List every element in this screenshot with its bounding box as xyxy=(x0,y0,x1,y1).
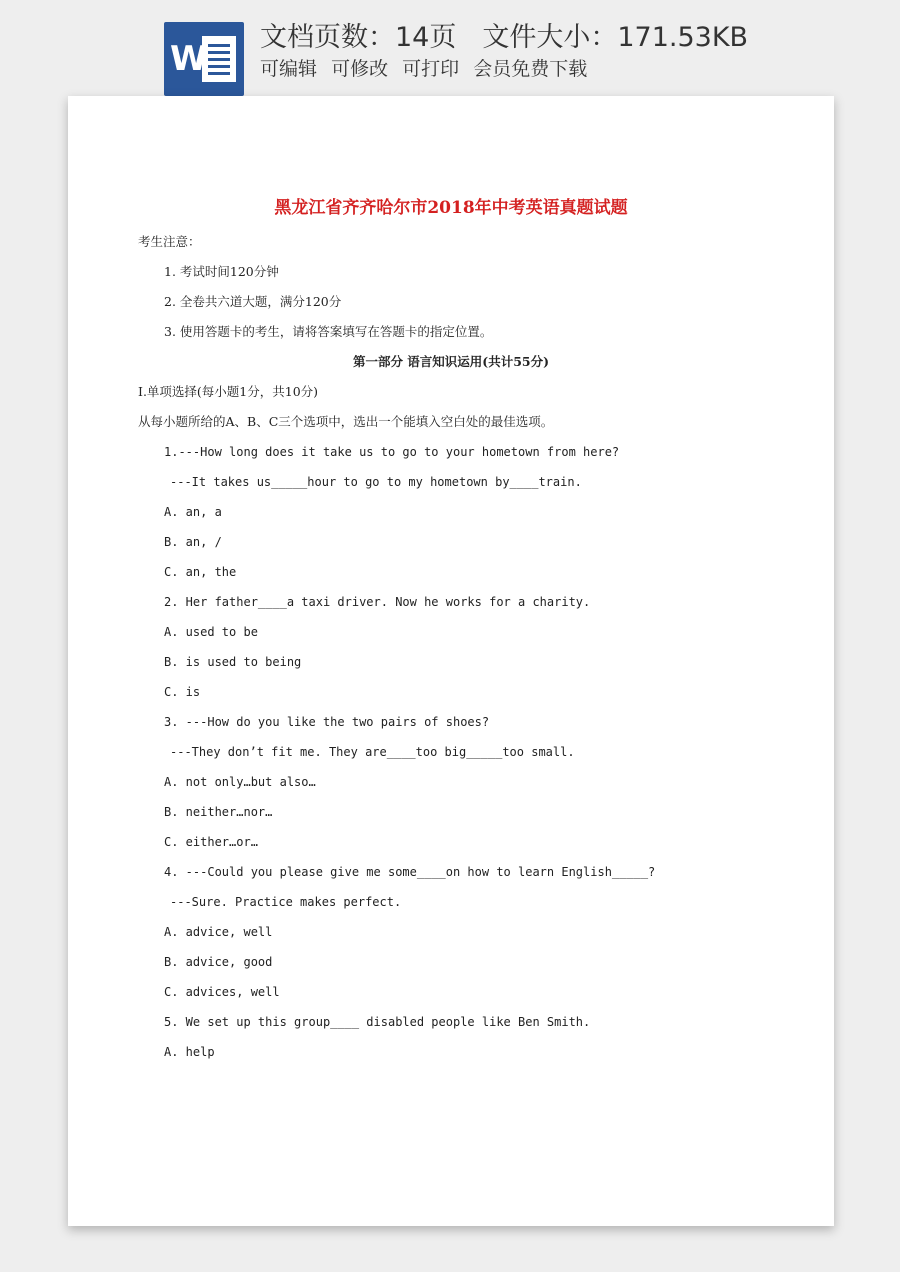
file-size: 文件大小：171.53KB xyxy=(482,22,749,53)
question-line: B. neither…nor… xyxy=(164,805,273,819)
word-doc-icon xyxy=(164,22,244,96)
question-line: A. used to be xyxy=(164,625,258,639)
question-line: 1.---How long does it take us to go to your hometown from here? xyxy=(164,445,620,459)
question-line: B. advice, good xyxy=(164,955,273,969)
question-line: A. help xyxy=(164,1045,215,1059)
question-line: A. not only…but also… xyxy=(164,775,316,789)
question-line: ---They don’t fit me. They are____too big_____too small. xyxy=(170,745,575,759)
question-line: C. an, the xyxy=(164,565,237,579)
question-line: B. an, / xyxy=(164,535,222,549)
feature-editable: 可编辑 xyxy=(260,58,318,80)
feature-modifiable: 可修改 xyxy=(331,58,389,80)
feature-member-download: 会员免费下载 xyxy=(473,58,588,80)
question-line: C. either…or… xyxy=(164,835,258,849)
question-line: C. is xyxy=(164,685,201,699)
question-line: ---Sure. Practice makes perfect. xyxy=(170,895,402,909)
document-title: 黑龙江省齐齐哈尔市2018年中考英语真题试题 xyxy=(274,198,628,218)
question-line: B. is used to being xyxy=(164,655,302,669)
part-heading: 第一部分 语言知识运用(共计55分) xyxy=(352,354,550,369)
file-stats xyxy=(260,20,880,56)
question-line: A. advice, well xyxy=(164,925,273,939)
section-heading: Ⅰ.单项选择(每小题1分，共10分) xyxy=(138,384,319,399)
word-logo-letter: W xyxy=(170,39,208,79)
question-line: ---It takes us_____hour to go to my hometown by____train. xyxy=(170,475,582,489)
page-count: 文档页数：14页 xyxy=(260,22,457,53)
question-line: C. advices, well xyxy=(164,985,280,999)
question-line: 4. ---Could you please give me some____on how to learn English_____? xyxy=(164,865,656,879)
feature-printable: 可打印 xyxy=(402,58,460,80)
download-header xyxy=(0,0,900,96)
question-line: 3. ---How do you like the two pairs of shoes? xyxy=(164,715,490,729)
notice-heading: 考生注意： xyxy=(138,234,201,249)
question-line: 5. We set up this group____ disabled people like Ben Smith. xyxy=(164,1015,591,1029)
instructions: 从每小题所给的A、B、C三个选项中，选出一个能填入空白处的最佳选项。 xyxy=(138,414,554,429)
question-line: A. an, a xyxy=(164,505,222,519)
notice-item: 1. 考试时间120分钟 xyxy=(164,264,279,279)
question-line: 2. Her father____a taxi driver. Now he works for a charity. xyxy=(164,595,591,609)
file-info xyxy=(260,20,880,82)
notice-item: 2. 全卷共六道大题，满分120分 xyxy=(164,294,342,309)
document-page xyxy=(68,96,834,1226)
notice-item: 3. 使用答题卡的考生，请将答案填写在答题卡的指定位置。 xyxy=(164,324,493,339)
feature-list xyxy=(260,56,880,82)
